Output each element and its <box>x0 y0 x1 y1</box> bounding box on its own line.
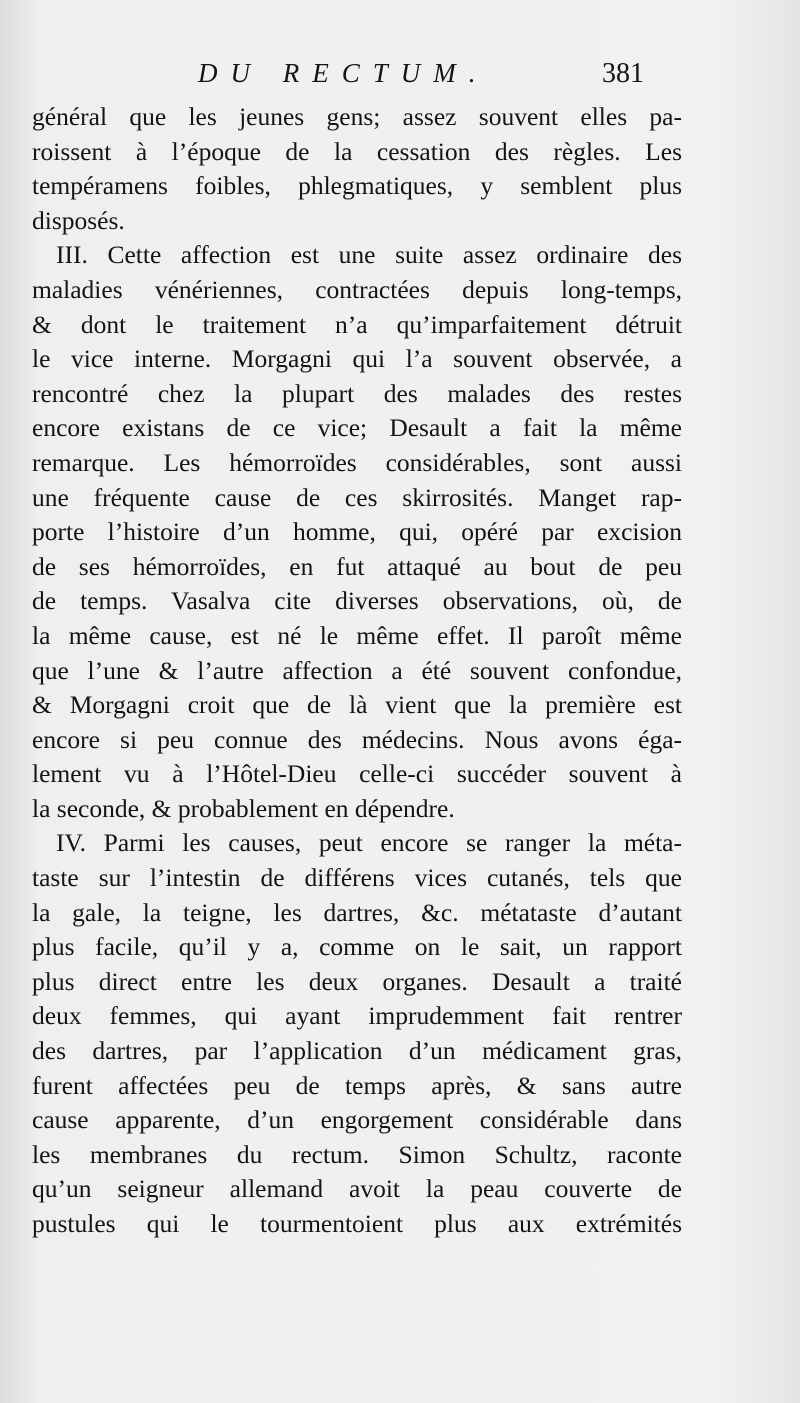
text-line: la seconde, & probablement en dépendre. <box>32 793 455 823</box>
text-line: & Morgagni croit que de là vient que la première est <box>32 690 682 720</box>
text-line: des dartres, par l’application d’un médicament gras, <box>32 1036 682 1066</box>
page-number: 381 <box>602 58 644 89</box>
text-line: maladies vénériennes, contractées depuis long-temps, <box>32 274 682 304</box>
text-line: la gale, la teigne, les dartres, &c. métataste d’autant <box>32 897 682 927</box>
text-line: de ses hémorroïdes, en fut attaqué au bout de peu <box>32 551 682 581</box>
text-line: qu’un seigneur allemand avoit la peau couverte de <box>32 1174 682 1204</box>
text-line: IV. Parmi les causes, peut encore se ranger la méta- <box>56 828 682 858</box>
text-line: encore existans de ce vice; Desault a fait la même <box>32 413 682 443</box>
text-line: général que les jeunes gens; assez souvent elles pa- <box>32 102 682 131</box>
text-line: la même cause, est né le même effet. Il paroît même <box>32 620 682 650</box>
text-line: furent affectées peu de temps après, & sans autre <box>32 1070 682 1100</box>
text-line: encore si peu connue des médecins. Nous avons éga- <box>32 724 682 754</box>
text-line: tempéramens foibles, phlegmatiques, y semblent plus <box>32 171 682 201</box>
text-line: porte l’histoire d’un homme, qui, opéré par excision <box>32 517 682 547</box>
text-line: III. Cette affection est une suite assez ordinaire des <box>56 240 682 270</box>
text-line: le vice interne. Morgagni qui l’a souvent observée, a <box>32 344 682 374</box>
text-line: de temps. Vasalva cite diverses observations, où, de <box>32 586 682 616</box>
text-line: que l’une & l’autre affection a été souvent confondue, <box>32 655 682 685</box>
text-line: rencontré chez la plupart des malades des restes <box>32 378 682 408</box>
text-line: deux femmes, qui ayant imprudemment fait rentrer <box>32 1001 682 1031</box>
page-header <box>198 58 644 94</box>
text-line: plus facile, qu’il y a, comme on le sait, un rapport <box>32 932 682 962</box>
text-line: cause apparente, d’un engorgement considérable dans <box>32 1105 682 1135</box>
text-line: plus direct entre les deux organes. Desault a traité <box>32 966 682 996</box>
body-text <box>32 100 682 1242</box>
text-line: une fréquente cause de ces skirrosités. Manget rap- <box>32 482 682 512</box>
text-line: taste sur l’intestin de différens vices cutanés, tels que <box>32 863 682 893</box>
text-line: remarque. Les hémorroïdes considérables, sont aussi <box>32 447 682 477</box>
text-line: lement vu à l’Hôtel-Dieu celle-ci succéder souvent à <box>32 759 682 789</box>
text-line: roissent à l’époque de la cessation des règles. Les <box>32 136 682 166</box>
running-head: DU RECTUM. <box>198 58 489 88</box>
text-line: disposés. <box>32 205 125 235</box>
text-line: pustules qui le tourmentoient plus aux extrémités <box>32 1209 682 1238</box>
text-line: les membranes du rectum. Simon Schultz, raconte <box>32 1139 682 1169</box>
text-line: & dont le traitement n’a qu’imparfaitement détruit <box>32 309 682 339</box>
